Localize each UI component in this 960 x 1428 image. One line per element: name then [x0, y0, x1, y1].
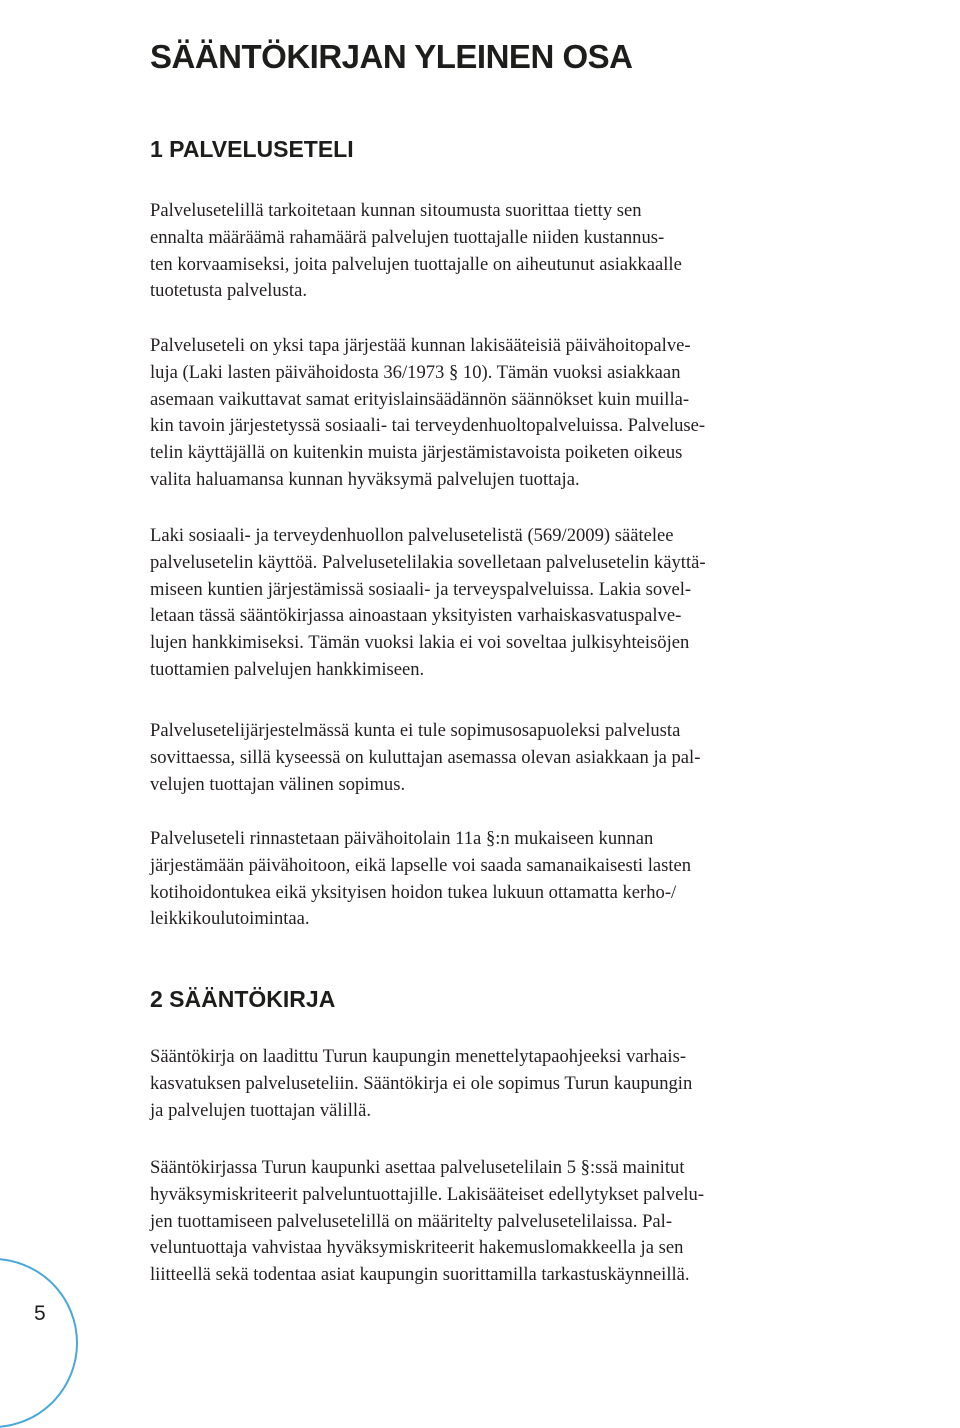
- text-line: velujen tuottajan välinen sopimus.: [150, 773, 406, 795]
- text-line: ennalta määräämä rahamäärä palvelujen tuottajalle niiden kustannus-: [150, 226, 665, 248]
- text-line: valita haluamansa kunnan hyväksymä palvelujen tuottaja.: [150, 468, 580, 490]
- text-line: letaan tässä sääntökirjassa ainoastaan yksityisten varhaiskasvatuspalve-: [150, 605, 682, 627]
- text-line: veluntuottaja vahvistaa hyväksymiskriteerit hakemuslomakkeella ja sen: [150, 1237, 684, 1259]
- section-heading-palveluseteli: 1 PALVELUSETELI: [150, 136, 354, 162]
- text-line: tuottamien palvelujen hankkimiseen.: [150, 658, 425, 680]
- paragraph: [150, 523, 820, 684]
- text-line: kotihoidontukea eikä yksityisen hoidon tukea lukuun ottamatta kerho-/: [150, 881, 677, 903]
- text-line: Laki sosiaali- ja terveydenhuollon palvelusetelistä (569/2009) säätelee: [150, 525, 674, 546]
- paragraph: [150, 1155, 820, 1289]
- text-line: asemaan vaikuttavat samat erityislainsäädännön säännökset kuin muilla-: [150, 388, 690, 410]
- section-heading-saantokirja: 2 SÄÄNTÖKIRJA: [150, 986, 336, 1012]
- text-line: leikkikoulutoimintaa.: [150, 908, 310, 930]
- text-line: luja (Laki lasten päivähoidosta 36/1973 § 10). Tämän vuoksi asiakkaan: [150, 361, 681, 383]
- text-line: jen tuottamiseen palvelusetelillä on määritelty palvelusetelilaissa. Pal-: [150, 1210, 673, 1232]
- text-line: miseen kuntien järjestämissä sosiaali- ja terveyspalveluissa. Lakia sovel-: [150, 578, 692, 600]
- text-line: hyväksymiskriteerit palveluntuottajille. Lakisääteiset edellytykset palvelu-: [150, 1183, 705, 1205]
- text-line: tuotetusta palvelusta.: [150, 280, 307, 302]
- text-line: sovittaessa, sillä kyseessä on kuluttajan asemassa olevan asiakkaan ja pal-: [150, 746, 701, 768]
- text-line: Palveluseteli on yksi tapa järjestää kunnan lakisääteisiä päivähoitopalve-: [150, 335, 691, 356]
- paragraph: [150, 718, 820, 798]
- text-line: palvelusetelin käyttöä. Palvelusetelilakia sovelletaan palvelusetelin käyttä-: [150, 551, 706, 573]
- text-line: liitteellä sekä todentaa asiat kaupungin suorittamilla tarkastuskäynneillä.: [150, 1264, 690, 1286]
- paragraph: [150, 198, 820, 305]
- paragraph: [150, 333, 820, 494]
- text-line: lujen hankkimiseksi. Tämän vuoksi lakia ei voi soveltaa julkisyhteisöjen: [150, 632, 690, 654]
- text-line: Sääntökirja on laadittu Turun kaupungin menettelytapaohjeeksi varhais-: [150, 1046, 687, 1067]
- text-line: Palvelusetelijärjestelmässä kunta ei tule sopimusosapuoleksi palvelusta: [150, 720, 681, 741]
- text-line: Palveluseteli rinnastetaan päivähoitolain 11a §:n mukaiseen kunnan: [150, 828, 654, 849]
- text-line: kin tavoin järjestetyssä sosiaali- tai terveydenhuoltopalveluissa. Palveluse-: [150, 415, 706, 437]
- text-line: kasvatuksen palveluseteliin. Sääntökirja ei ole sopimus Turun kaupungin: [150, 1072, 693, 1094]
- page-number-circle: [0, 1258, 78, 1428]
- page-title: SÄÄNTÖKIRJAN YLEINEN OSA: [150, 38, 633, 75]
- paragraph: [150, 826, 820, 933]
- paragraph: [150, 1044, 820, 1124]
- text-line: Palvelusetelillä tarkoitetaan kunnan sitoumusta suorittaa tietty sen: [150, 200, 642, 221]
- text-line: ten korvaamiseksi, joita palvelujen tuottajalle on aiheutunut asiakkaalle: [150, 253, 682, 275]
- text-line: telin käyttäjällä on kuitenkin muista järjestämistavoista poiketen oikeus: [150, 442, 683, 464]
- text-line: Sääntökirjassa Turun kaupunki asettaa palvelusetelilain 5 §:ssä mainitut: [150, 1157, 685, 1178]
- page-number: 5: [34, 1302, 46, 1325]
- text-line: järjestämään päivähoitoon, eikä lapselle voi saada samanaikaisesti lasten: [150, 854, 692, 876]
- text-line: ja palvelujen tuottajan välillä.: [150, 1099, 371, 1121]
